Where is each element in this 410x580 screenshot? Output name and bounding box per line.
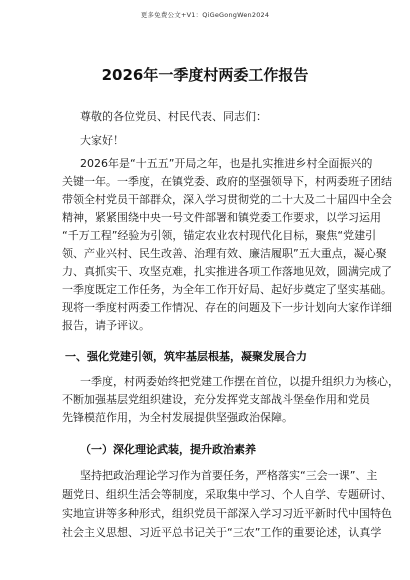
intro-line: “千万工程”经验为引领，锚定农业农村现代化目标，聚焦“党建引 (62, 229, 377, 242)
section-heading: 一、强化党建引领，筑牢基层根基，凝聚发展合力 (65, 350, 307, 363)
subsection1-line: 题党日、组织生活会等制度，采取集中学习、个人自学、专题研讨、 (62, 488, 392, 501)
subsection-heading: （一）深化理论武装，提升政治素养 (80, 443, 256, 456)
section1-line: 先锋模范作用，为全村发展提供坚强政治保障。 (62, 411, 293, 424)
greeting: 大家好！ (80, 134, 124, 147)
subsection1-line: 坚持把政治理论学习作为首要任务，严格落实“三会一课”、主 (80, 469, 378, 482)
intro-line: 一季度既定工作任务，为全年工作开好局、起好步奠定了坚实基础。 (62, 283, 392, 296)
page-title: 2026年一季度村两委工作报告 (101, 66, 309, 84)
intro-line: 2026年是“十五五”开局之年，也是扎实推进乡村全面振兴的 (80, 157, 373, 170)
intro-line: 领、产业兴村、民生改善、治理有效、廉洁履职”五大重点，凝心聚 (62, 247, 387, 260)
section1-line: 一季度，村两委始终把党建工作摆在首位，以提升组织力为核心， (80, 375, 399, 388)
subsection1-line: 实地宣讲等多种形式，组织党员干部深入学习习近平新时代中国特色 (62, 507, 392, 520)
intro-line: 精神，紧紧围绕中央一号文件部署和镇党委工作要求，以学习运用 (62, 211, 381, 224)
section1-line: 不断加强基层党组织建设，充分发挥党支部战斗堡垒作用和党员 (62, 393, 370, 406)
header-note: 更多免费公文+V1：QiGeGongWen2024 (140, 11, 270, 19)
subsection1-line: 社会主义思想、习近平总书记关于“三农”工作的重要论述，认真学 (62, 526, 382, 539)
salutation: 尊敬的各位党员、村民代表、同志们： (80, 110, 267, 123)
intro-line: 带领全村党员干部群众，深入学习贯彻党的二十大及二十届四中全会 (62, 193, 392, 206)
intro-line: 关键一年。一季度，在镇党委、政府的坚强领导下，村两委班子团结 (62, 175, 392, 188)
intro-line: 力、真抓实干、攻坚克难，扎实推进各项工作落地见效，圆满完成了 (62, 265, 392, 278)
intro-line: 现将一季度村两委工作情况、存在的问题及下一步计划向大家作详细 (62, 301, 392, 314)
intro-line: 报告，请予评议。 (62, 319, 150, 332)
